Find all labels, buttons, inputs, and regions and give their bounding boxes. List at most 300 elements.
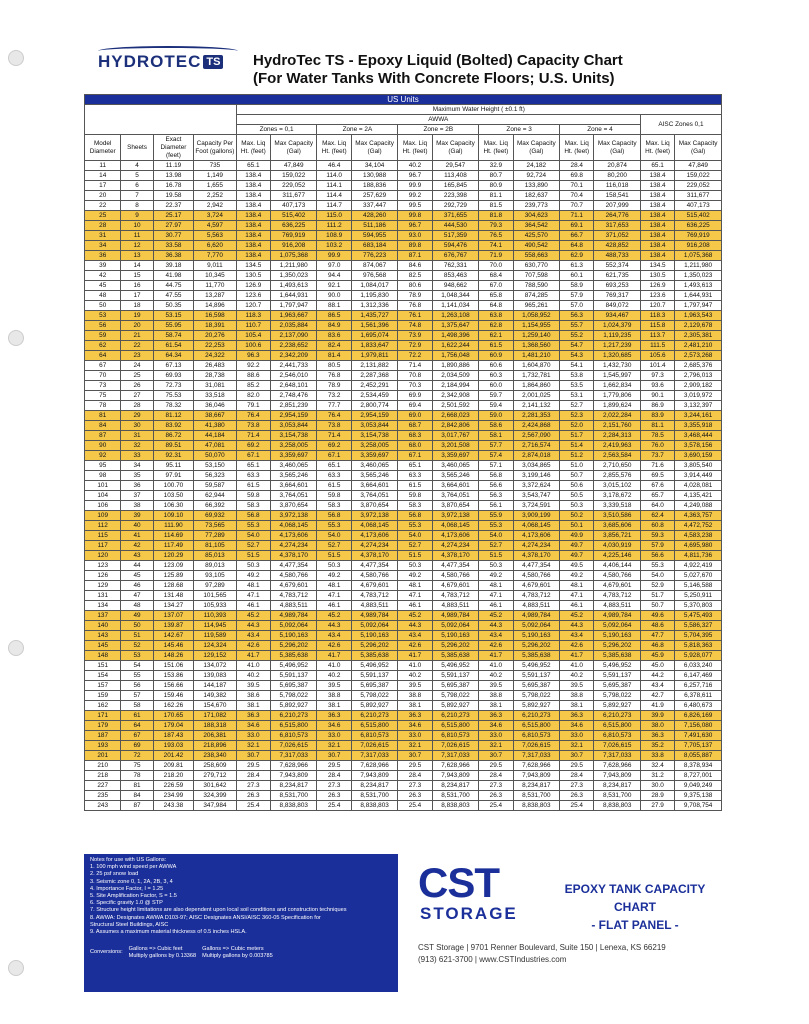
table-row [85,271,722,281]
table-cell: 5,190,163 [513,631,560,641]
table-cell: 40 [121,521,153,531]
table-cell: 7,156,080 [675,721,722,731]
table-cell: 90 [85,441,121,451]
column-header: Exact Diameter (feet) [153,135,193,161]
table-cell: 49 [121,611,153,621]
table-cell: 235 [85,791,121,801]
table-cell: 151 [85,661,121,671]
table-cell: 62,944 [194,491,236,501]
table-cell: 33.0 [398,731,432,741]
table-cell: 407,173 [675,201,722,211]
table-cell: 2,546,010 [270,371,317,381]
table-cell: 8,531,700 [351,791,398,801]
table-cell: 8,378,934 [675,761,722,771]
table-cell: 50.3 [560,501,594,511]
table-cell: 96.7 [398,171,432,181]
table-cell: 68.3 [398,431,432,441]
table-cell: 22 [121,341,153,351]
table-cell: 51.5 [398,551,432,561]
table-cell: 67.0 [479,281,513,291]
column-header: Max Capacity (Gal) [432,135,479,161]
table-cell: 3,664,601 [270,481,317,491]
table-cell: 53 [121,651,153,661]
table-cell: 93,105 [194,571,236,581]
table-cell: 44.3 [560,621,594,631]
table-cell: 36.3 [398,711,432,721]
table-cell: 50.3 [317,561,351,571]
table-cell: 8,234,817 [270,781,317,791]
table-cell: 7,628,966 [432,761,479,771]
table-cell: 27.97 [153,221,193,231]
table-cell: 1,695,074 [351,331,398,341]
table-cell: 165,845 [432,181,479,191]
table-cell: 138.4 [236,231,270,241]
table-row [85,761,722,771]
table-cell: 11.19 [153,161,193,171]
table-cell: 41.7 [479,651,513,661]
table-cell: 3,339,518 [594,501,641,511]
table-cell: 5,892,927 [270,701,317,711]
table-cell: 13,287 [194,291,236,301]
max-height-header: Maximum Water Height ( ±0.1 ft) [236,105,721,115]
table-cell: 1,350,023 [270,271,317,281]
table-cell: 111.90 [153,521,193,531]
table-cell: 99.8 [398,211,432,221]
table-cell: 56.6 [479,481,513,491]
table-cell: 38.1 [560,701,594,711]
table-cell: 38.6 [236,691,270,701]
table-cell: 5,092,064 [270,621,317,631]
table-cell: 209.81 [153,761,193,771]
table-cell: 51.4 [560,441,594,451]
table-cell: 8,838,803 [513,801,560,811]
table-cell: 1,149 [194,171,236,181]
table-cell: 4,274,234 [432,541,479,551]
table-cell: 1,655 [194,181,236,191]
table-cell: 210 [85,761,121,771]
table-cell: 10,345 [194,271,236,281]
table-cell: 104 [85,491,121,501]
table-cell: 88.6 [236,371,270,381]
table-cell: 59.3 [640,531,674,541]
table-cell: 25 [121,371,153,381]
table-cell: 4,883,511 [513,601,560,611]
table-cell: 50.2 [560,511,594,521]
table-row [85,611,722,621]
table-cell: 95 [85,461,121,471]
table-cell: 92 [85,451,121,461]
table-cell: 7,628,966 [270,761,317,771]
table-cell: 54.0 [398,531,432,541]
table-cell: 69.5 [640,471,674,481]
table-cell: 77.7 [317,401,351,411]
table-cell: 116,018 [594,181,641,191]
table-cell: 4,378,170 [513,551,560,561]
table-cell: 64.34 [153,351,193,361]
table-cell: 1,561,396 [351,321,398,331]
table-cell: 81.12 [153,411,193,421]
table-cell: 3,972,138 [270,511,317,521]
column-header: Max Capacity (Gal) [270,135,317,161]
column-header: Sheets [121,135,153,161]
table-cell: 2,842,806 [432,421,479,431]
table-cell: 1,320,685 [594,351,641,361]
table-cell: 45.2 [560,611,594,621]
table-cell: 8,055,887 [675,751,722,761]
table-cell: 120 [85,551,121,561]
table-cell: 78.5 [640,431,674,441]
table-cell: 636,225 [675,221,722,231]
table-cell: 71.1 [560,211,594,221]
table-cell: 130,988 [351,171,398,181]
table-cell: 4,783,712 [270,591,317,601]
table-cell: 148 [85,651,121,661]
table-cell: 1,154,955 [513,321,560,331]
table-row [85,261,722,271]
table-cell: 44.75 [153,281,193,291]
table-cell: 6,515,800 [513,721,560,731]
table-cell: 2,452,291 [351,381,398,391]
table-cell: 14 [121,261,153,271]
table-cell: 32.9 [479,161,513,171]
table-cell: 7,026,615 [432,741,479,751]
table-cell: 67.1 [398,451,432,461]
table-row [85,201,722,211]
table-cell: 62 [85,341,121,351]
table-cell: 4,989,784 [351,611,398,621]
table-cell: 39.5 [560,681,594,691]
table-cell: 5,695,387 [351,681,398,691]
table-cell: 4,477,354 [270,561,317,571]
table-cell: 1,779,806 [594,391,641,401]
table-cell: 21 [121,331,153,341]
column-header: Capacity Per Foot (gallons) [194,135,236,161]
table-cell: 4,679,601 [351,581,398,591]
table-cell: 118.3 [236,311,270,321]
table-cell: 4,274,234 [513,541,560,551]
table-cell: 38.1 [317,701,351,711]
table-cell: 90.0 [317,291,351,301]
table-cell: 125.89 [153,571,193,581]
table-cell: 3,017,767 [432,431,479,441]
table-cell: 2,001,025 [513,391,560,401]
table-cell: 304,623 [513,211,560,221]
table-cell: 67.6 [640,481,674,491]
table-cell: 425,570 [513,231,560,241]
table-row [85,441,722,451]
table-row [85,681,722,691]
table-cell: 86.5 [317,311,351,321]
table-cell: 874,285 [513,291,560,301]
table-cell: 50.3 [236,561,270,571]
table-cell: 20,874 [594,161,641,171]
table-cell: 193.03 [153,741,193,751]
table-cell: 84 [121,791,153,801]
table-cell: 71.4 [317,431,351,441]
aisc-header: AISC Zones 0,1 [640,115,721,135]
table-cell: 6,515,800 [594,721,641,731]
table-cell: 44.3 [479,621,513,631]
table-cell: 62.4 [640,511,674,521]
table-cell: 71.9 [479,251,513,261]
table-cell: 34.6 [479,721,513,731]
table-cell: 707,598 [513,271,560,281]
table-row [85,691,722,701]
table-cell: 48.1 [560,581,594,591]
table-cell: 145 [85,641,121,651]
table-cell: 55.3 [398,521,432,531]
table-cell: 179 [85,721,121,731]
table-row [85,671,722,681]
table-cell: 83.9 [640,411,674,421]
table-cell: 60.9 [479,351,513,361]
table-cell: 62.8 [479,321,513,331]
note-item: 9. Assumes a maximum material thickness of 0.5 inches HSLA. [90,929,247,936]
table-cell: 43.4 [640,681,674,691]
table-cell: 46.8 [640,641,674,651]
table-cell: 5,591,137 [513,671,560,681]
table-cell: 407,173 [270,201,317,211]
table-cell: 36 [121,481,153,491]
table-cell: 3,764,051 [432,491,479,501]
table-cell: 4,883,511 [351,601,398,611]
table-cell: 109 [85,511,121,521]
table-cell: 30.7 [479,751,513,761]
table-cell: 5,496,952 [270,661,317,671]
table-row [85,401,722,411]
table-cell: 207,999 [594,201,641,211]
table-cell: 4,068,145 [270,521,317,531]
table-cell: 488,733 [594,251,641,261]
table-cell: 41.0 [317,661,351,671]
table-cell: 42 [85,271,121,281]
table-cell: 8,234,817 [594,781,641,791]
table-cell: 11 [121,231,153,241]
units-header: US Units [85,95,722,105]
table-cell: 5,892,927 [594,701,641,711]
table-cell: 1,312,336 [351,301,398,311]
table-cell: 87 [121,801,153,811]
table-cell: 92.1 [317,281,351,291]
table-cell: 65.1 [640,161,674,171]
table-cell: 258,609 [194,761,236,771]
table-cell: 118.3 [640,311,674,321]
table-cell: 64.8 [479,301,513,311]
table-cell: 36.3 [317,711,351,721]
table-cell: 126.9 [640,281,674,291]
table-cell: 7 [121,191,153,201]
table-cell: 97.3 [640,371,674,381]
table-cell: 46.4 [317,161,351,171]
table-cell: 85.2 [236,381,270,391]
table-row [85,641,722,651]
table-cell: 80.6 [398,281,432,291]
note-item: 6. Specific gravity 1.0 @ STP [90,900,163,907]
table-cell: 5,586,327 [675,621,722,631]
table-cell: 33 [121,451,153,461]
table-cell: 3,372,624 [513,481,560,491]
table-cell: 3,764,051 [270,491,317,501]
table-cell: 223,398 [432,191,479,201]
table-cell: 144,187 [194,681,236,691]
table-cell: 4,472,752 [675,521,722,531]
table-cell: 34.6 [317,721,351,731]
table-cell: 234.99 [153,791,193,801]
table-cell: 3,015,102 [594,481,641,491]
table-row [85,711,722,721]
table-cell: 65.1 [236,461,270,471]
table-cell: 71.4 [236,431,270,441]
table-cell: 3,178,672 [594,491,641,501]
table-cell: 61 [121,711,153,721]
table-cell: 182,637 [513,191,560,201]
table-cell: 4,989,784 [594,611,641,621]
title-line-1: HydroTec TS - Epoxy Liquid (Bolted) Capacity Chart [253,52,623,69]
table-cell: 9,375,138 [675,791,722,801]
table-cell: 5,563 [194,231,236,241]
table-cell: 41 [121,531,153,541]
table-cell: 50 [85,301,121,311]
table-cell: 81.4 [317,351,351,361]
table-cell: 32 [121,441,153,451]
table-cell: 134.5 [236,261,270,271]
table-cell: 76.5 [479,231,513,241]
table-cell: 158,541 [594,191,641,201]
table-cell: 444,530 [432,221,479,231]
table-cell: 4,068,145 [432,521,479,531]
table-cell: 8,234,817 [351,781,398,791]
table-cell: 57 [121,691,153,701]
table-cell: 81 [121,781,153,791]
table-cell: 3,460,065 [351,461,398,471]
table-cell: 4,922,419 [675,561,722,571]
table-row [85,461,722,471]
table-cell: 25 [85,211,121,221]
table-cell: 15 [121,271,153,281]
table-cell: 32.1 [398,741,432,751]
table-cell: 99.5 [398,201,432,211]
table-cell: 11,770 [194,281,236,291]
table-cell: 347,984 [194,801,236,811]
table-cell: 71.6 [640,461,674,471]
table-cell: 2,284,313 [594,431,641,441]
table-cell: 31.2 [640,771,674,781]
table-cell: 39.5 [236,681,270,691]
table-cell: 138.4 [640,241,674,251]
table-row [85,281,722,291]
table-cell: 142.67 [153,631,193,641]
table-cell: 56.6 [640,551,674,561]
table-cell: 72.73 [153,381,193,391]
table-cell: 159 [85,691,121,701]
table-cell: 117.49 [153,541,193,551]
binder-hole [8,50,24,66]
table-cell: 2,851,239 [270,401,317,411]
table-cell: 6,147,469 [675,671,722,681]
table-row [85,211,722,221]
table-cell: 48.6 [640,621,674,631]
table-cell: 110.7 [236,321,270,331]
table-cell: 137 [85,611,121,621]
table-cell: 16 [121,281,153,291]
table-cell: 6,515,800 [351,721,398,731]
table-cell: 51.7 [560,431,594,441]
table-cell: 138.4 [236,251,270,261]
table-cell: 14,896 [194,301,236,311]
table-cell: 93.6 [640,381,674,391]
table-cell: 59.7 [479,391,513,401]
table-cell: 6,515,800 [270,721,317,731]
column-header: Max Capacity (Gal) [594,135,641,161]
table-cell: 151.06 [153,661,193,671]
table-cell: 218,896 [194,741,236,751]
table-cell: 3,690,159 [675,451,722,461]
table-cell: 3,359,697 [270,451,317,461]
table-cell: 4,274,234 [351,541,398,551]
table-cell: 72 [121,751,153,761]
table-cell: 5,798,022 [432,691,479,701]
table-cell: 133,890 [513,181,560,191]
table-row [85,341,722,351]
table-cell: 229,052 [675,181,722,191]
table-cell: 171,082 [194,711,236,721]
table-cell: 50.6 [560,481,594,491]
table-cell: 159.46 [153,691,193,701]
table-cell: 86.9 [640,401,674,411]
table-cell: 1,644,931 [675,291,722,301]
table-cell: 74.1 [479,241,513,251]
table-cell: 52.0 [560,421,594,431]
table-cell: 2,131,882 [351,361,398,371]
table-cell: 853,463 [432,271,479,281]
table-cell: 50.3 [479,561,513,571]
column-header: Max Capacity (Gal) [351,135,398,161]
table-cell: 4,173,606 [432,531,479,541]
table-cell: 120.29 [153,551,193,561]
table-cell: 48 [121,601,153,611]
table-cell: 3,019,972 [675,391,722,401]
table-cell: 70.8 [398,371,432,381]
table-cell: 76.0 [640,441,674,451]
table-cell: 849,072 [594,301,641,311]
table-cell: 55 [121,671,153,681]
table-cell: 42.7 [640,691,674,701]
table-cell: 5,695,387 [432,681,479,691]
table-cell: 8,234,817 [432,781,479,791]
table-cell: 3,856,721 [594,531,641,541]
table-cell: 39.5 [398,681,432,691]
table-cell: 49.2 [236,571,270,581]
note-item: 7. Structure height limitations are also dependent upon local soil conditions and construction techniques [90,907,347,914]
table-cell: 16.78 [153,181,193,191]
table-cell: 490,542 [513,241,560,251]
table-cell: 19 [121,311,153,321]
table-cell: 67 [121,731,153,741]
table-cell: 5,496,952 [432,661,479,671]
table-cell: 60.1 [560,271,594,281]
table-cell: 2,668,023 [432,411,479,421]
table-cell: 28.4 [317,771,351,781]
table-cell: 30 [121,421,153,431]
table-cell: 5,296,202 [270,641,317,651]
table-cell: 103.50 [153,491,193,501]
table-row [85,291,722,301]
table-cell: 3,244,161 [675,411,722,421]
table-cell: 5,475,493 [675,611,722,621]
table-cell: 3,870,654 [432,501,479,511]
table-cell: 1,498,396 [432,331,479,341]
table-cell: 5,146,588 [675,581,722,591]
